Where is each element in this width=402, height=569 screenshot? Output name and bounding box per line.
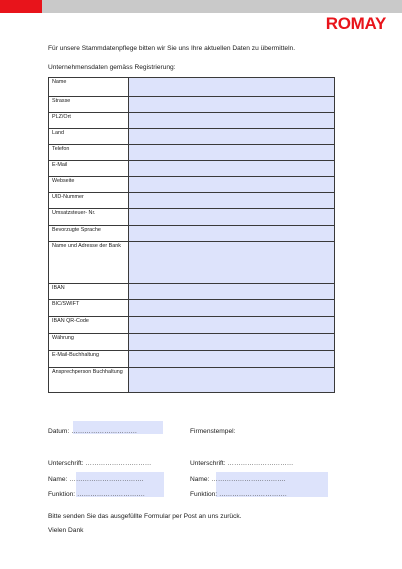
section-heading: Unternehmensdaten gemäss Registrierung: (48, 64, 176, 71)
field-label: E-Mail-Buchhaltung (49, 351, 129, 368)
field-label: Ansprechperson Buchhaltung (49, 368, 129, 393)
field-label: PLZ/Ort (49, 113, 129, 129)
field-input[interactable] (129, 226, 335, 242)
field-input[interactable] (129, 368, 335, 393)
table-row (49, 368, 335, 393)
function-right-field[interactable] (190, 490, 287, 500)
field-label: Bevorzugte Sprache (49, 226, 129, 242)
signature-right-label: Unterschrift: (190, 460, 226, 467)
table-row (49, 226, 335, 242)
header-red-bar (0, 0, 42, 13)
date-field[interactable] (48, 427, 137, 437)
return-instruction: Bitte senden Sie das ausgefüllte Formular per Post an uns zurück. (48, 513, 242, 520)
signature-left-label: Unterschrift: (48, 460, 84, 467)
field-input[interactable] (129, 209, 335, 226)
field-input[interactable] (129, 177, 335, 193)
field-input[interactable] (129, 351, 335, 368)
table-row (49, 317, 335, 334)
field-input[interactable] (129, 97, 335, 113)
table-row (49, 97, 335, 113)
function-right-dots: …………………………. (218, 491, 287, 498)
table-row (49, 161, 335, 177)
field-label: BIC/SWIFT (49, 300, 129, 317)
header-gray-bar (42, 0, 402, 13)
signature-left-field[interactable] (48, 459, 151, 469)
table-row (49, 351, 335, 368)
table-row (49, 113, 335, 129)
table-row (49, 334, 335, 351)
name-right-dots: ……………………………. (211, 476, 286, 483)
field-label: E-Mail (49, 161, 129, 177)
field-input[interactable] (129, 317, 335, 334)
function-left-field[interactable] (48, 490, 145, 500)
field-input[interactable] (129, 161, 335, 177)
function-left-dots: …………………………. (76, 491, 145, 498)
date-dots: ………………………… (71, 428, 138, 435)
field-input[interactable] (129, 145, 335, 161)
signature-left-dots: ………………………… (85, 460, 152, 467)
field-input[interactable] (129, 193, 335, 209)
field-label: IBAN QR-Code (49, 317, 129, 334)
table-row (49, 145, 335, 161)
table-row (49, 129, 335, 145)
field-label: IBAN (49, 284, 129, 300)
name-left-field[interactable] (48, 475, 144, 485)
field-label: Webseite (49, 177, 129, 193)
field-input[interactable] (129, 300, 335, 317)
field-label: Telefon (49, 145, 129, 161)
field-label: Strasse (49, 97, 129, 113)
field-label: Umsatzsteuer- Nr. (49, 209, 129, 226)
field-label: UID-Nummer (49, 193, 129, 209)
field-input[interactable] (129, 284, 335, 300)
romay-logo: ROMAY (325, 14, 386, 33)
field-label: Währung (49, 334, 129, 351)
field-input[interactable] (129, 78, 335, 97)
table-row (49, 209, 335, 226)
company-data-table (48, 77, 335, 393)
table-row (49, 193, 335, 209)
field-input[interactable] (129, 113, 335, 129)
field-input[interactable] (129, 334, 335, 351)
closing-text: Vielen Dank (48, 527, 84, 534)
table-row (49, 177, 335, 193)
signature-right-field[interactable] (190, 459, 293, 469)
table-row (49, 242, 335, 284)
name-right-label: Name: (190, 476, 210, 483)
name-right-field[interactable] (190, 475, 286, 485)
name-left-label: Name: (48, 476, 68, 483)
field-label: Land (49, 129, 129, 145)
field-label: Name (49, 78, 129, 97)
table-row (49, 300, 335, 317)
company-stamp-label: Firmenstempel: (190, 428, 236, 435)
field-input[interactable] (129, 129, 335, 145)
name-left-dots: ……………………………. (69, 476, 144, 483)
table-row (49, 284, 335, 300)
intro-text: Für unsere Stammdatenpflege bitten wir Sie uns Ihre aktuellen Daten zu übermitteln. (48, 45, 296, 52)
field-input[interactable] (129, 242, 335, 284)
date-label: Datum: (48, 428, 70, 435)
function-left-label: Funktion: (48, 491, 76, 498)
function-right-label: Funktion: (190, 491, 218, 498)
field-label: Name und Adresse der Bank (49, 242, 129, 284)
table-row (49, 78, 335, 97)
signature-right-dots: ………………………… (227, 460, 294, 467)
